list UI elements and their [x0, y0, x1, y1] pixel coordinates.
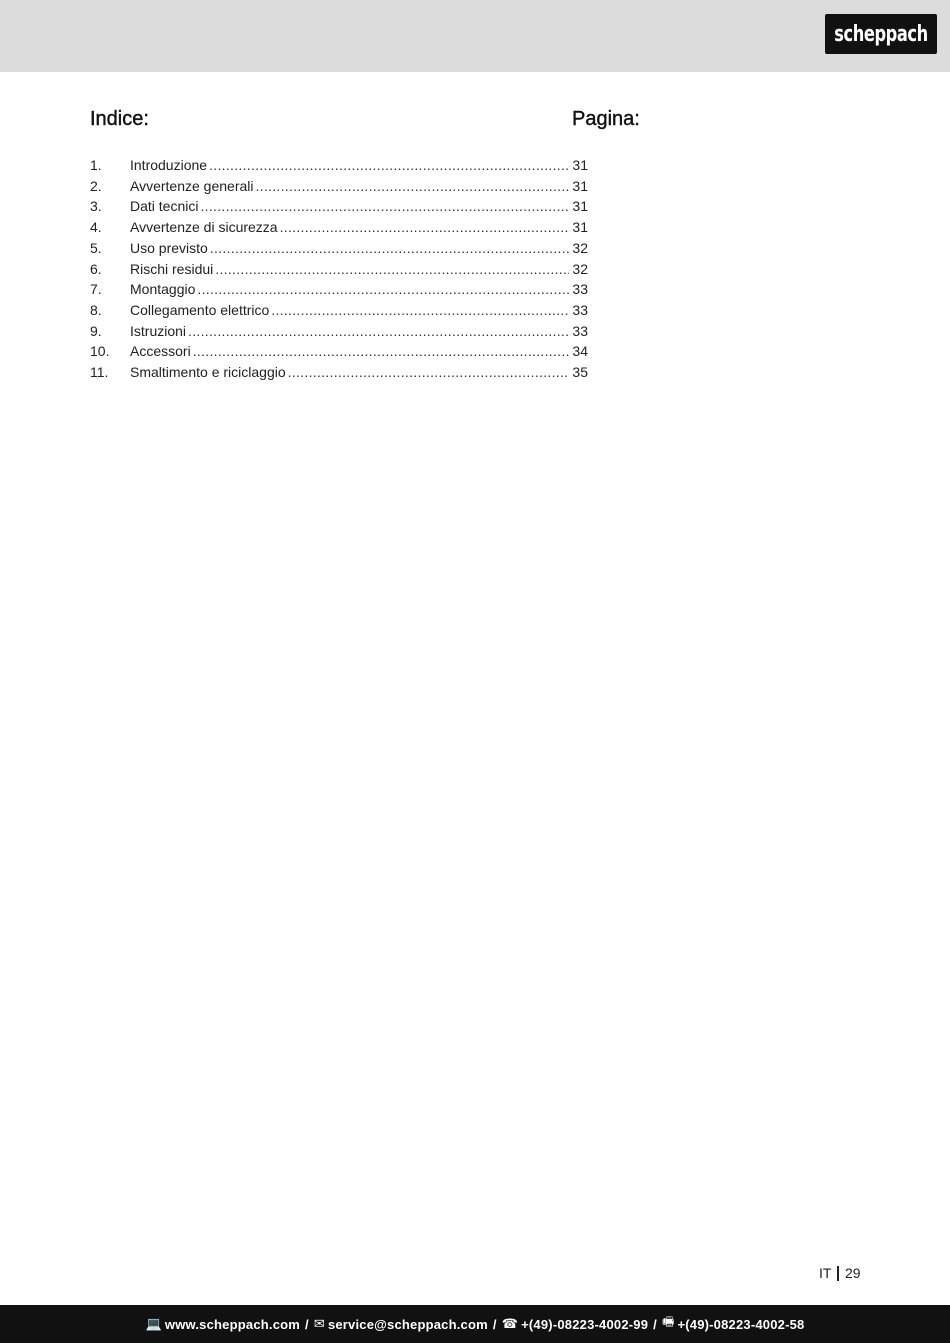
- toc-title: Introduzione: [130, 157, 208, 173]
- toc-leader-dots: [200, 196, 569, 217]
- toc-page: 32: [572, 239, 588, 256]
- toc-page: 31: [572, 219, 588, 236]
- toc-page: 33: [572, 322, 588, 339]
- toc-page: 34: [572, 343, 588, 360]
- toc-page: 35: [572, 364, 588, 381]
- page-heading: Pagina:: [572, 108, 640, 130]
- phone-number[interactable]: +(49)-08223-4002-99: [521, 1316, 649, 1332]
- toc-entry[interactable]: [90, 341, 588, 362]
- toc-entry[interactable]: [90, 300, 588, 321]
- header-bar: [0, 0, 950, 72]
- toc-number: 1.: [90, 157, 102, 173]
- toc-entry[interactable]: [90, 321, 588, 342]
- toc-number: 4.: [90, 219, 102, 236]
- toc-entry[interactable]: [90, 362, 588, 383]
- separator: /: [305, 1316, 309, 1332]
- fax-icon: 🖷: [661, 1314, 675, 1329]
- scheppach-logo: scheppach: [825, 14, 937, 54]
- toc-title: Collegamento elettrico: [130, 301, 270, 318]
- contact-footer: [0, 1305, 950, 1343]
- separator: /: [492, 1316, 497, 1332]
- toc-number: 5.: [90, 239, 102, 256]
- toc-leader-dots: [255, 176, 569, 197]
- toc-title: Avvertenze di sicurezza: [130, 219, 278, 236]
- toc-leader-dots: [280, 217, 570, 238]
- toc-title: Smaltimento e riciclaggio: [130, 364, 286, 381]
- toc-number: 11.: [90, 364, 109, 381]
- page-number-value: 29: [844, 1265, 861, 1281]
- toc-leader-dots: [215, 259, 569, 280]
- toc-page: 31: [572, 157, 588, 173]
- email-link[interactable]: service@scheppach.com: [327, 1316, 488, 1332]
- toc-entry[interactable]: [90, 176, 588, 197]
- toc-title: Avvertenze generali: [130, 177, 254, 194]
- computer-icon: 💻: [145, 1316, 162, 1331]
- toc-number: 3.: [90, 198, 102, 215]
- toc-leader-dots: [193, 341, 570, 362]
- phone-icon: ☎: [501, 1316, 519, 1331]
- index-heading: Indice:: [90, 108, 149, 130]
- toc-title: Istruzioni: [130, 322, 187, 339]
- website-link[interactable]: www.scheppach.com: [164, 1316, 301, 1332]
- toc-title: Uso previsto: [130, 239, 208, 256]
- toc-leader-dots: [197, 279, 569, 300]
- toc-leader-dots: [288, 362, 570, 383]
- toc-title: Dati tecnici: [130, 198, 199, 215]
- toc-entry[interactable]: [90, 238, 588, 259]
- toc-title: Accessori: [130, 343, 191, 360]
- page-number: [819, 1265, 861, 1281]
- language-code: IT: [819, 1265, 832, 1281]
- toc-entry[interactable]: [90, 196, 588, 217]
- toc-page: 31: [572, 177, 588, 194]
- mail-icon: ✉: [313, 1316, 325, 1331]
- toc-number: 6.: [90, 260, 102, 277]
- toc-page: 32: [572, 260, 588, 277]
- toc-entry[interactable]: [90, 259, 588, 280]
- toc-entry[interactable]: [90, 217, 588, 238]
- toc-title: Montaggio: [130, 281, 196, 298]
- toc-leader-dots: [271, 300, 569, 321]
- toc-page: 31: [572, 198, 588, 215]
- toc-number: 2.: [90, 177, 102, 194]
- toc-title: Rischi residui: [130, 260, 214, 277]
- toc-number: 10.: [90, 343, 110, 360]
- toc-leader-dots: [210, 238, 570, 259]
- toc-entry[interactable]: [90, 155, 588, 176]
- fax-number: +(49)-08223-4002-58: [677, 1316, 805, 1332]
- separator: /: [653, 1316, 657, 1332]
- page-number-divider: [837, 1266, 839, 1281]
- toc-entry[interactable]: [90, 279, 588, 300]
- toc-page: 33: [572, 301, 588, 318]
- toc-page: 33: [572, 281, 588, 298]
- toc-number: 9.: [90, 322, 102, 339]
- table-of-contents: [90, 155, 588, 383]
- toc-leader-dots: [188, 321, 569, 342]
- toc-leader-dots: [209, 155, 569, 176]
- toc-number: 8.: [90, 301, 102, 318]
- toc-number: 7.: [90, 281, 102, 298]
